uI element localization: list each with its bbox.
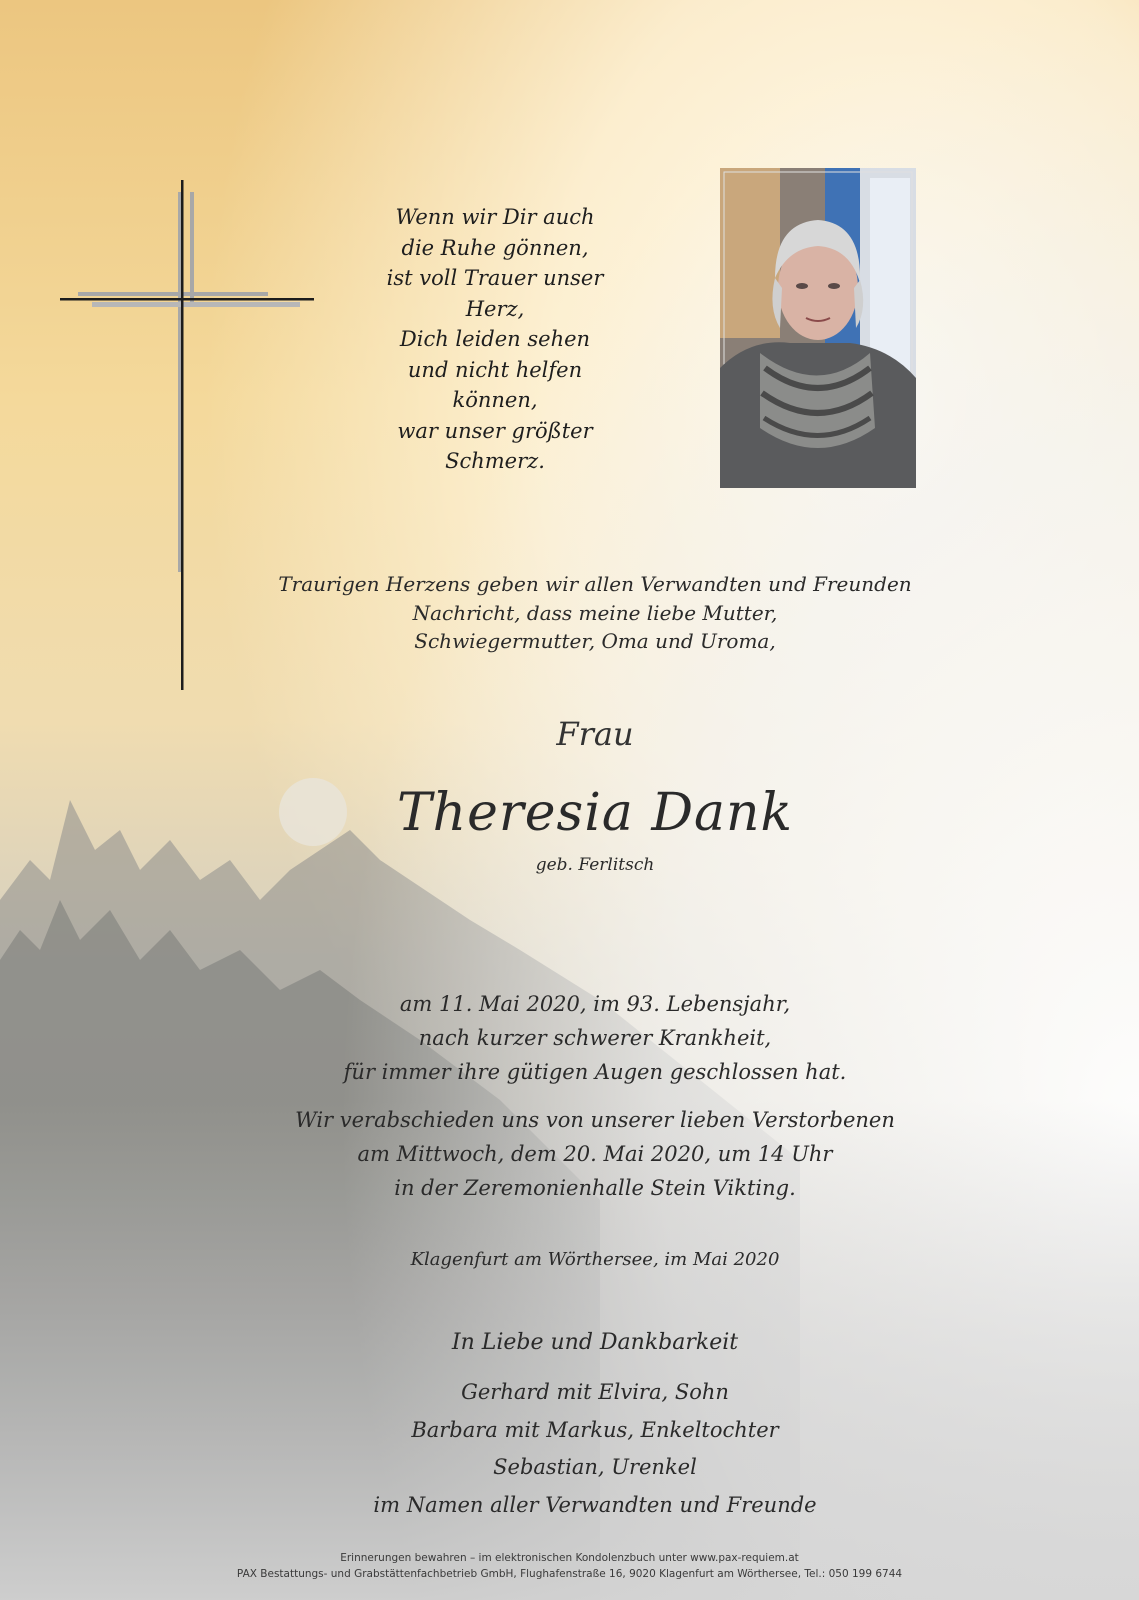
family-member: im Namen aller Verwandten und Freunde xyxy=(373,1492,817,1517)
family-member: Barbara mit Markus, Enkeltochter xyxy=(411,1417,779,1442)
poem-line: Dich leiden sehen xyxy=(399,327,591,351)
intro-line: Traurigen Herzens geben wir allen Verwandten und Freunden xyxy=(278,572,912,596)
poem-line: war unser größter xyxy=(397,418,593,443)
place-date: Klagenfurt am Wörthersee, im Mai 2020 xyxy=(410,1249,780,1270)
salutation: Frau xyxy=(556,715,634,753)
ceremony-line: in der Zeremonienhalle Stein Vikting. xyxy=(394,1176,796,1200)
closing-phrase: In Liebe und Dankbarkeit xyxy=(451,1330,739,1355)
family-member: Sebastian, Urenkel xyxy=(493,1455,697,1479)
intro-line: Schwiegermutter, Oma und Uroma, xyxy=(414,629,776,653)
footer-company-line: PAX Bestattungs- und Grabstättenfachbetrieb GmbH, Flughafenstraße 16, 9020 Klagenfurt am Wörthersee, Tel.: 050 199 6744 xyxy=(236,1568,903,1580)
details-line: am 11. Mai 2020, im 93. Lebensjahr, xyxy=(399,992,791,1016)
details-line: für immer ihre gütigen Augen geschlossen hat. xyxy=(343,1060,847,1084)
announcement-intro xyxy=(200,570,990,656)
family-list xyxy=(200,1374,990,1524)
family-member: Gerhard mit Elvira, Sohn xyxy=(461,1380,729,1404)
maiden-name: geb. Ferlitsch xyxy=(535,855,655,875)
memorial-poem xyxy=(330,202,660,477)
intro-line: Nachricht, dass meine liebe Mutter, xyxy=(412,600,778,625)
poem-line: können, xyxy=(452,388,538,412)
ceremony-line: am Mittwoch, dem 20. Mai 2020, um 14 Uhr xyxy=(357,1142,833,1166)
poem-line: Wenn wir Dir auch xyxy=(395,205,595,229)
footer xyxy=(0,1550,1139,1582)
death-details xyxy=(180,987,1010,1089)
poem-line: die Ruhe gönnen, xyxy=(401,235,589,260)
poem-line: Schmerz. xyxy=(445,449,545,473)
deceased-name: Theresia Dank xyxy=(396,783,794,843)
ceremony-line: Wir verabschieden uns von unserer lieben Verstorbenen xyxy=(295,1108,895,1132)
poem-line: und nicht helfen xyxy=(407,357,583,382)
footer-condolence-line: Erinnerungen bewahren – im elektronischen Kondolenzbuch unter www.pax-requiem.at xyxy=(340,1552,799,1564)
portrait-photo xyxy=(720,168,916,488)
ceremony-details xyxy=(180,1103,1010,1205)
details-line: nach kurzer schwerer Krankheit, xyxy=(418,1026,772,1050)
poem-line: ist voll Trauer unser xyxy=(386,266,604,290)
poem-line: Herz, xyxy=(465,296,525,321)
